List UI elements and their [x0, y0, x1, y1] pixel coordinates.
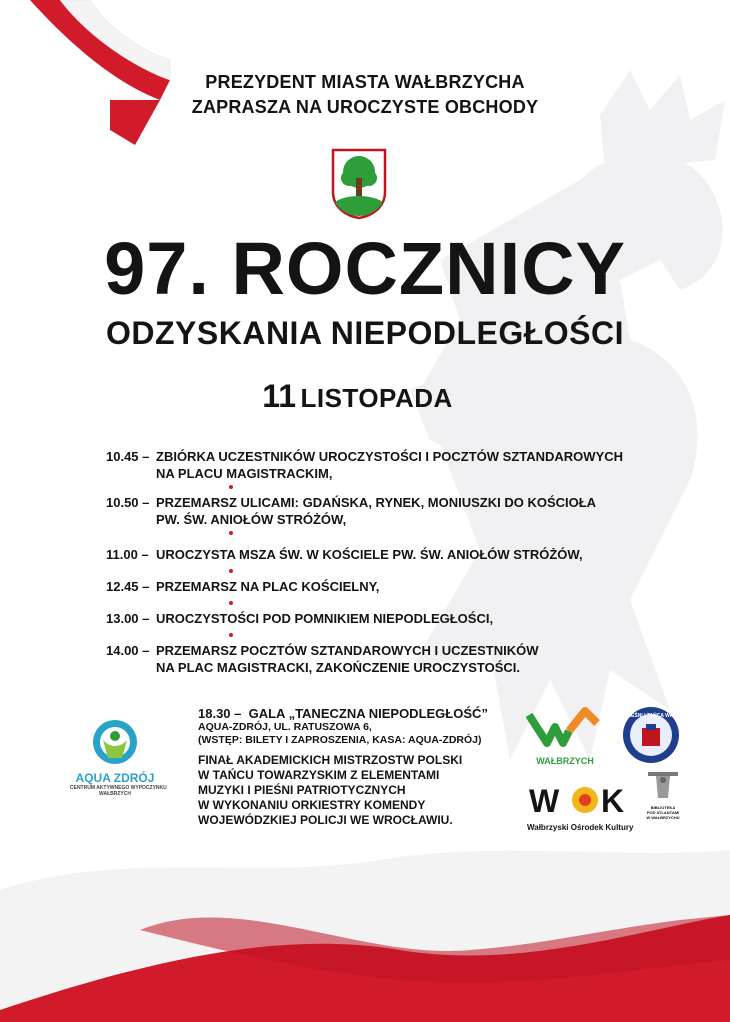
schedule-text: UROCZYSTA MSZA ŚW. W KOŚCIELE PW. ŚW. ANIOŁÓW STRÓŻÓW,	[156, 547, 583, 562]
zpt-label: ZESPÓŁ PIEŚNI I TAŃCA WAŁBRZYCH	[604, 713, 698, 719]
atlas-figure-icon	[642, 770, 684, 800]
schedule-time: 13.00 –	[106, 611, 150, 626]
schedule-time: 10.45 –	[106, 449, 150, 464]
schedule-item	[106, 546, 666, 563]
gala-desc-line: MUZYKI I PIEŚNI PATRIOTYCZNYCH	[198, 783, 406, 797]
gala-desc-line: W TAŃCU TOWARZYSKIM Z ELEMENTAMI	[198, 768, 440, 782]
schedule-time: 11.00 –	[106, 547, 149, 562]
separator-dot	[106, 482, 666, 494]
gala-description	[198, 753, 508, 828]
schedule-item	[106, 610, 666, 627]
schedule-text-cont: PW. ŚW. ANIOŁÓW STRÓŻÓW,	[156, 512, 347, 527]
separator-dot	[106, 627, 666, 642]
walbrzych-label: WAŁBRZYCH	[536, 756, 594, 766]
aqua-zdroj-sub: CENTRUM AKTYWNEGO WYPOCZYNKU	[70, 785, 167, 791]
gala-address: AQUA-ZDRÓJ, UL. RATUSZOWA 6,	[198, 721, 372, 733]
schedule-text-cont: NA PLAC MAGISTRACKI, ZAKOŃCZENIE UROCZYSTOŚCI.	[156, 660, 521, 675]
schedule-item	[106, 642, 666, 676]
schedule-time: 10.50 –	[106, 495, 150, 510]
separator-dot	[106, 528, 666, 540]
aqua-zdroj-name: AQUA ZDRÓJ	[75, 771, 155, 785]
biblioteka-label-2: POD ATLANTAMI	[646, 810, 680, 815]
schedule-text-cont: NA PLACU MAGISTRACKIM,	[156, 466, 333, 481]
zespol-piesni-tanca-logo	[604, 706, 698, 764]
gala-desc-line: WOJEWÓDZKIEJ POLICJI WE WROCŁAWIU.	[198, 813, 453, 827]
svg-text:W: W	[529, 783, 560, 819]
schedule-text: ZBIÓRKA UCZESTNIKÓW UROCZYSTOŚCI I POCZTÓW SZTANDAROWYCH	[156, 449, 624, 464]
wok-logo	[527, 782, 642, 832]
schedule-item	[106, 494, 666, 528]
walbrzych-logo	[525, 705, 605, 767]
aqua-zdroj-logo	[70, 718, 167, 808]
header-line-1: PREZYDENT MIASTA WAŁBRZYCHA	[205, 72, 525, 92]
schedule-text: PRZEMARSZ NA PLAC KOŚCIELNY,	[156, 579, 380, 594]
schedule-item	[106, 578, 666, 595]
gala-time: 18.30 –	[198, 706, 242, 721]
flag-wave-graphic	[0, 820, 730, 1022]
gala-heading	[198, 706, 508, 721]
aqua-zdroj-icon	[70, 718, 160, 766]
event-date	[0, 378, 715, 415]
schedule-list	[106, 448, 666, 676]
gala-desc-line: W WYKONANIU ORKIESTRY KOMENDY	[198, 798, 426, 812]
wok-icon	[527, 782, 642, 818]
main-title: 97. ROCZNICY	[104, 227, 626, 310]
schedule-item	[106, 448, 666, 482]
gala-section	[198, 706, 508, 828]
schedule-time: 14.00 –	[106, 643, 150, 658]
schedule-text: PRZEMARSZ POCZTÓW SZTANDAROWYCH I UCZESTNIKÓW	[156, 643, 539, 658]
schedule-text: PRZEMARSZ ULICAMI: GDAŃSKA, RYNEK, MONIUSZKI DO KOŚCIOŁA	[156, 495, 597, 510]
schedule-time: 12.45 –	[106, 579, 150, 594]
gala-entry: (WSTĘP: BILETY I ZAPROSZENIA, KASA: AQUA-ZDRÓJ)	[198, 734, 482, 746]
svg-text:K: K	[601, 783, 625, 819]
city-coat-of-arms-icon	[331, 148, 387, 220]
aqua-zdroj-city: WAŁBRZYCH	[99, 791, 131, 797]
date-day: 11	[262, 378, 297, 414]
schedule-text: UROCZYSTOŚCI POD POMNIKIEM NIEPODLEGŁOŚCI,	[156, 611, 494, 626]
gala-title: GALA „TANECZNA NIEPODLEGŁOŚĆ”	[248, 706, 488, 721]
biblioteka-logo	[642, 770, 684, 820]
separator-dot	[106, 595, 666, 610]
walbrzych-icon	[525, 705, 605, 751]
date-month: LISTOPADA	[300, 383, 453, 413]
separator-dot	[106, 563, 666, 578]
subtitle: ODZYSKANIA NIEPODLEGŁOŚCI	[105, 315, 624, 351]
biblioteka-label-1: BIBLIOTEKA	[650, 805, 676, 810]
header-line-2: ZAPRASZA NA UROCZYSTE OBCHODY	[191, 97, 539, 117]
wok-label: Wałbrzyski Ośrodek Kultury	[527, 823, 634, 832]
gala-desc-line: FINAŁ AKADEMICKICH MISTRZOSTW POLSKI	[198, 753, 463, 767]
biblioteka-label-3: W WAŁBRZYCHU	[646, 815, 680, 820]
